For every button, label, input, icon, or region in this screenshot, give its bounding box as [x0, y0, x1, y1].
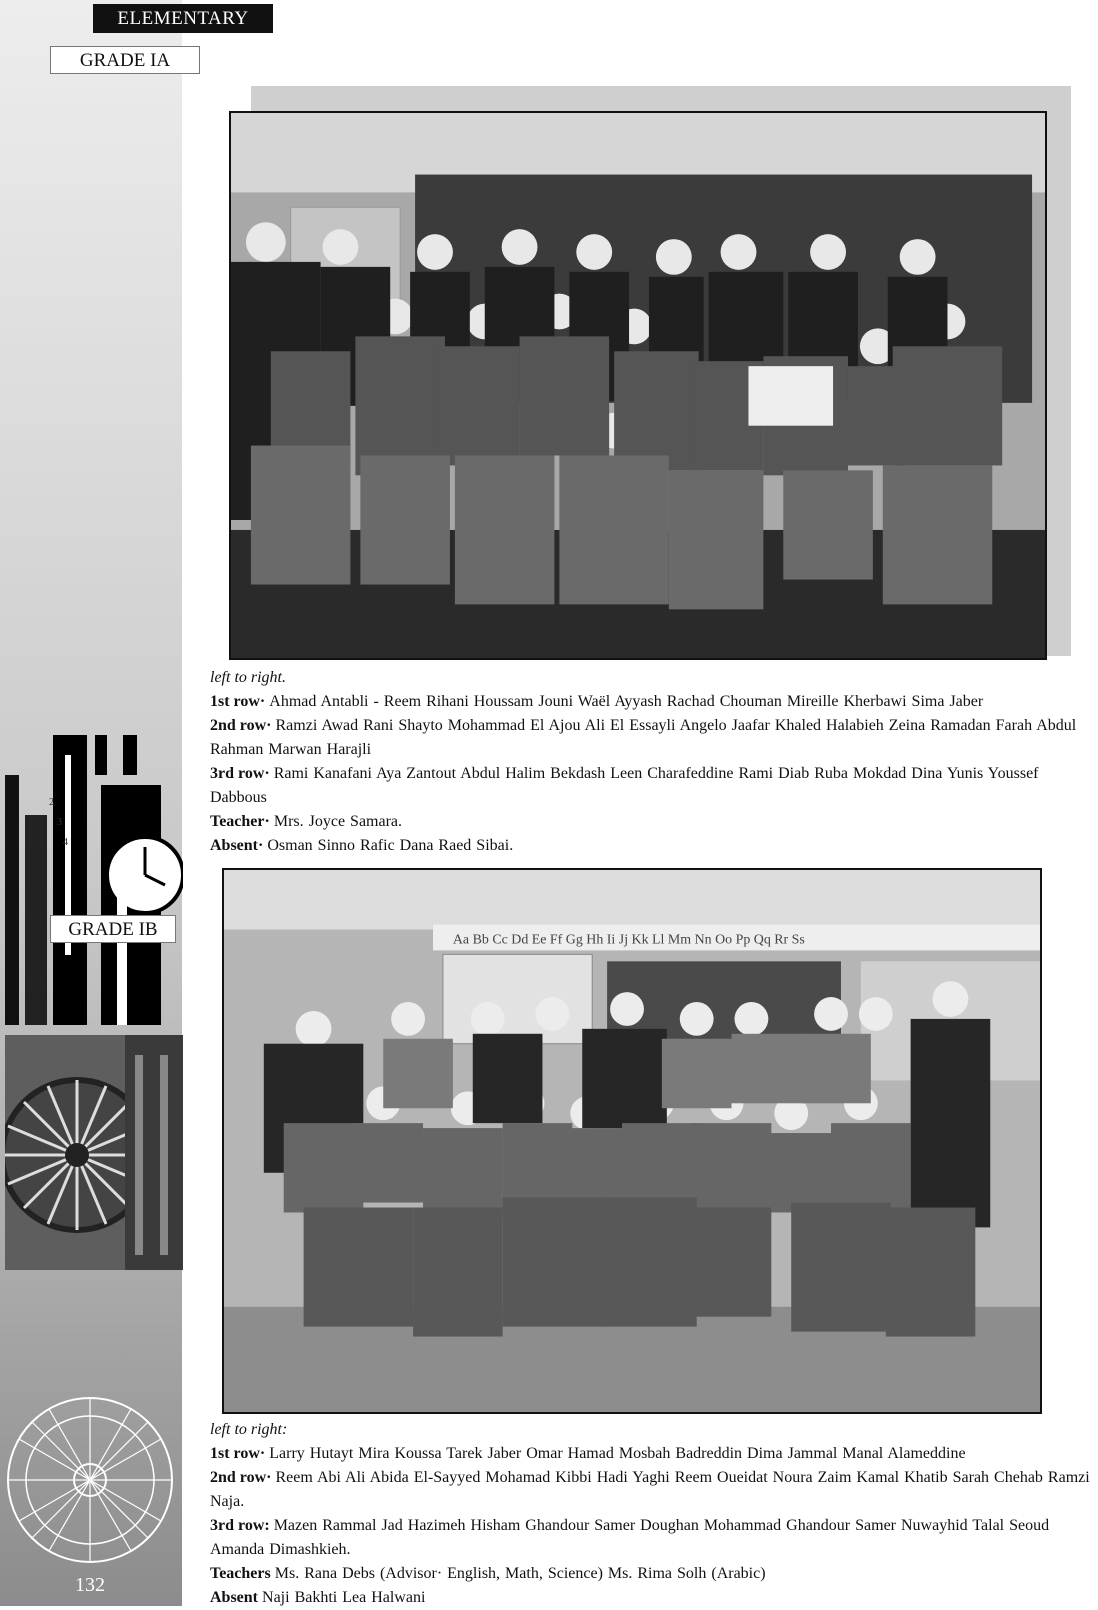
zodiac-wheel-graphic: [5, 1390, 183, 1570]
caption-row: [210, 1466, 1090, 1514]
caption-row: [210, 762, 1090, 810]
caption-row: [210, 834, 1090, 858]
left-sidebar: [0, 0, 182, 1606]
row-names: Rami Kanafani Aya Zantout Abdul Halim Bekdash Leen Charafeddine Rami Diab Ruba Mokdad Dina Yunis Youssef Dabbous: [210, 765, 1039, 806]
class-photo-grade-ia: [229, 111, 1047, 660]
clock-tower-collage-graphic: [5, 735, 183, 1025]
row-label: Absent·: [210, 837, 264, 854]
svg-text:2: 2: [49, 797, 54, 808]
row-label: 1st row·: [210, 1445, 266, 1462]
caption-intro: left to right:: [210, 1421, 288, 1438]
row-names: Ramzi Awad Rani Shayto Mohammad El Ajou Ali El Essayli Angelo Jaafar Khaled Halabieh Zeina Ramadan Farah Abdul Rahman Marwan Harajli: [210, 717, 1077, 758]
svg-text:4: 4: [63, 837, 68, 848]
row-label: 2nd row·: [210, 1469, 272, 1486]
row-label: Teachers: [210, 1565, 271, 1582]
caption-grade-ib: [210, 1418, 1090, 1610]
caption-row: [210, 1442, 1090, 1466]
row-names: Ms. Rana Debs (Advisor· English, Math, Science) Ms. Rima Solh (Arabic): [274, 1565, 766, 1582]
row-names: Osman Sinno Rafic Dana Raed Sibai.: [267, 837, 514, 854]
page-number: 132: [75, 1574, 105, 1596]
row-label: 3rd row:: [210, 1517, 270, 1534]
caption-row: [210, 690, 1090, 714]
caption-row: [210, 1586, 1090, 1610]
caption-row: [210, 1562, 1090, 1586]
row-label: Teacher·: [210, 813, 270, 830]
caption-row: [210, 714, 1090, 762]
caption-row: [210, 810, 1090, 834]
row-label: 1st row·: [210, 693, 266, 710]
caption-row: [210, 1514, 1090, 1562]
alphabet-banner: Aa Bb Cc Dd Ee Ff Gg Hh Ii Jj Kk Ll Mm Nn Oo Pp Qq Rr Ss: [452, 932, 805, 948]
svg-text:3: 3: [57, 817, 62, 828]
class-photo-grade-ib: [222, 868, 1042, 1414]
row-names: Naji Bakhti Lea Halwani: [262, 1589, 426, 1606]
wheel-clock-graphic: [5, 1035, 183, 1270]
grade-ib-tab: GRADE IB: [50, 915, 176, 943]
row-names: Larry Hutayt Mira Koussa Tarek Jaber Omar Hamad Mosbah Badreddin Dima Jammal Manal Alameddine: [269, 1445, 966, 1462]
section-label: ELEMENTARY: [93, 4, 273, 33]
grade-ia-tab: GRADE IA: [50, 46, 200, 74]
caption-intro: left to right.: [210, 669, 286, 686]
row-names: Mazen Rammal Jad Hazimeh Hisham Ghandour Samer Doughan Mohammad Ghandour Samer Nuwayhid Talal Seoud Amanda Dimashkieh.: [210, 1517, 1050, 1558]
row-names: Reem Abi Ali Abida El-Sayyed Mohamad Kibbi Hadi Yaghi Reem Oueidat Noura Zaim Kamal Khatib Sarah Chehab Ramzi Naja.: [210, 1469, 1090, 1510]
row-label: 2nd row·: [210, 717, 272, 734]
row-names: Ahmad Antabli - Reem Rihani Houssam Jouni Waël Ayyash Rachad Chouman Mireille Kherbawi Sima Jaber: [269, 693, 984, 710]
row-label: 3rd row·: [210, 765, 270, 782]
row-label: Absent: [210, 1589, 259, 1606]
row-names: Mrs. Joyce Samara.: [273, 813, 403, 830]
caption-grade-ia: [210, 666, 1090, 858]
